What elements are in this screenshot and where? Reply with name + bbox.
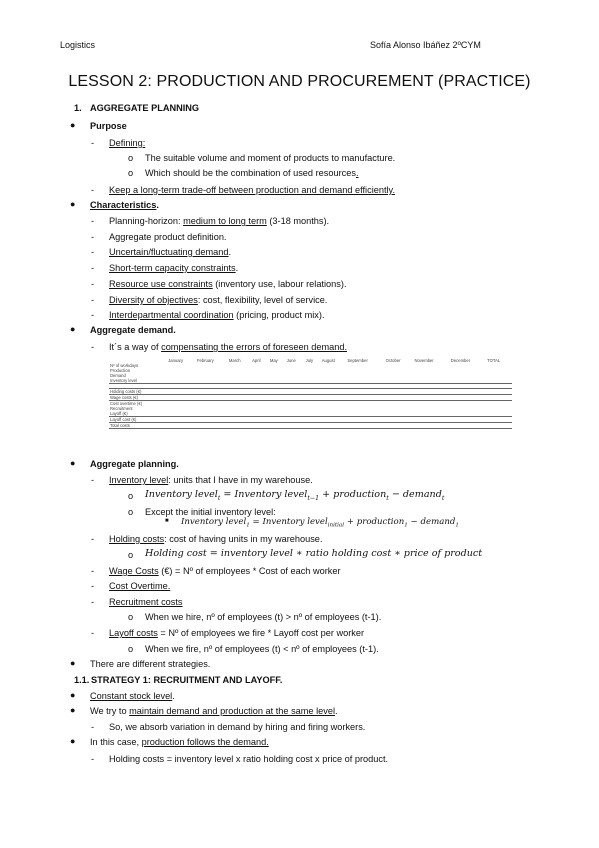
bullet-dot: ● bbox=[70, 458, 76, 468]
circle-marker: o bbox=[128, 153, 134, 163]
dash-marker: - bbox=[91, 279, 95, 289]
recruitment-sub: When we hire, nº of employees (t) > nº of employees (t-1). bbox=[145, 612, 382, 622]
dash-marker: - bbox=[91, 216, 95, 226]
strategy-bullet-3-sub: Holding costs = inventory level x ratio holding cost x price of product. bbox=[109, 754, 389, 764]
table-header-cell: TOTAL bbox=[487, 358, 501, 363]
char-item-5: Resource use constraints (inventory use, labour relations). bbox=[109, 279, 347, 289]
circle-marker: o bbox=[128, 168, 134, 178]
circle-marker: o bbox=[128, 612, 134, 622]
bullet-dot: ● bbox=[70, 736, 76, 746]
table-header-cell: July bbox=[305, 358, 314, 363]
characteristics-label: Characteristics. bbox=[90, 200, 159, 210]
dash-marker: - bbox=[91, 247, 95, 257]
row-label: Holding costs (€) bbox=[110, 389, 142, 394]
dash-marker: - bbox=[91, 295, 95, 305]
char-item-7: Interdepartmental coordination (pricing, product mix). bbox=[109, 310, 325, 320]
row-label: Wage costs (€) bbox=[109, 395, 167, 401]
dash-marker: - bbox=[91, 597, 95, 607]
circle-marker: o bbox=[128, 491, 134, 501]
circle-marker: o bbox=[128, 550, 134, 560]
purpose-sub-1: The suitable volume and moment of products to manufacture. bbox=[145, 153, 396, 163]
strategy-bullet-2-sub: So, we absorb variation in demand by hiring and firing workers. bbox=[109, 722, 366, 732]
table-header-cell: February bbox=[196, 358, 214, 363]
dash-marker: - bbox=[91, 185, 95, 195]
dash-marker: - bbox=[91, 581, 95, 591]
strategy-bullet-3: In this case, production follows the demand. bbox=[90, 737, 269, 747]
row-label: Demand bbox=[110, 373, 126, 378]
dash-marker: - bbox=[91, 342, 95, 352]
row-label: Production bbox=[110, 368, 131, 373]
row-label: Layoff (€) bbox=[110, 411, 128, 416]
square-marker: ■ bbox=[165, 518, 169, 524]
row-label: Nº of workdays bbox=[110, 363, 139, 368]
inventory-level-item: Inventory level: units that I have in my warehouse. bbox=[109, 475, 313, 485]
strategies-text: There are different strategies. bbox=[90, 659, 211, 669]
wage-costs-item: Wage Costs (€) = Nº of employees * Cost of each worker bbox=[109, 566, 341, 576]
dash-marker: - bbox=[91, 534, 95, 544]
agg-demand-item: It´s a way of compensating the errors of foreseen demand. bbox=[109, 342, 347, 352]
cost-overtime-item: Cost Overtime. bbox=[109, 581, 171, 591]
dash-marker: - bbox=[91, 138, 95, 148]
except-initial: Except the initial inventory level: bbox=[145, 507, 276, 517]
bullet-dot: ● bbox=[70, 658, 76, 668]
bullet-dot: ● bbox=[70, 324, 76, 334]
table-header-cell: May bbox=[269, 358, 278, 363]
subsection-number: 1.1. bbox=[74, 675, 90, 685]
dash-marker: - bbox=[91, 475, 95, 485]
layoff-costs-item: Layoff costs = Nº of employees we fire * Layoff cost per worker bbox=[109, 628, 365, 638]
header-right: Sofía Alonso Ibáñez 2ºCYM bbox=[370, 40, 481, 50]
dash-marker: - bbox=[91, 566, 95, 576]
bullet-dot: ● bbox=[70, 705, 76, 715]
table-header-cell: June bbox=[286, 358, 296, 363]
row-label: Cost overtime (€) bbox=[109, 401, 167, 407]
dash-marker: - bbox=[91, 263, 95, 273]
section-number: 1. bbox=[74, 103, 82, 113]
table-header-cell: October bbox=[385, 358, 401, 363]
strategy-bullet-1: Constant stock level. bbox=[90, 691, 175, 701]
header-left: Logistics bbox=[60, 40, 96, 50]
bullet-dot: ● bbox=[70, 690, 76, 700]
table-header-cell: December bbox=[450, 358, 471, 363]
char-item-2: Aggregate product definition. bbox=[109, 232, 227, 242]
strategy-bullet-2: We try to maintain demand and production at the same level. bbox=[90, 706, 338, 716]
initial-inventory-formula: Inventory level$_1$ = Inventory level$_{initial}$ + production$_1$ − demand$_1$ bbox=[181, 517, 459, 529]
dash-marker: - bbox=[91, 754, 95, 764]
agg-planning-label: Aggregate planning. bbox=[90, 459, 179, 469]
table-header-cell: April bbox=[252, 358, 261, 363]
row-label: Inventory level bbox=[110, 378, 137, 383]
bullet-dot: ● bbox=[70, 120, 76, 130]
layoff-sub: When we fire, nº of employees (t) < nº of employees (t-1). bbox=[145, 644, 379, 654]
dash-marker: - bbox=[91, 628, 95, 638]
table-header-cell: September bbox=[347, 358, 368, 363]
holding-cost-formula: Holding cost = inventory level ∗ ratio holding cost ∗ price of product bbox=[145, 548, 483, 559]
table-header-cell: January bbox=[168, 358, 184, 363]
table-header-cell: August bbox=[321, 358, 335, 363]
dash-marker: - bbox=[91, 310, 95, 320]
defining-label: Defining: bbox=[109, 138, 146, 148]
table-row bbox=[109, 423, 512, 429]
dash-marker: - bbox=[91, 232, 95, 242]
circle-marker: o bbox=[128, 644, 134, 654]
dash-marker: - bbox=[91, 722, 95, 732]
aggregate-planning-table bbox=[109, 358, 512, 429]
purpose-keep: Keep a long-term trade-off between production and demand efficiently. bbox=[109, 185, 396, 195]
agg-demand-label: Aggregate demand. bbox=[90, 325, 176, 335]
purpose-label: Purpose bbox=[90, 121, 127, 131]
row-label: Recruitment bbox=[110, 406, 133, 411]
char-item-4: Short-term capacity constraints. bbox=[109, 263, 239, 273]
section-title: AGGREGATE PLANNING bbox=[90, 103, 200, 113]
holding-costs-item: Holding costs: cost of having units in my warehouse. bbox=[109, 534, 323, 544]
recruitment-costs-item: Recruitment costs bbox=[109, 597, 183, 607]
char-item-6: Diversity of objectives: cost, flexibility, level of service. bbox=[109, 295, 328, 305]
circle-marker: o bbox=[128, 507, 134, 517]
table-header-cell: November bbox=[414, 358, 434, 363]
table-header-cell: March bbox=[228, 358, 241, 363]
inventory-formula: Inventory level$_t$ = Inventory level$_{t-1}$ + production$_t$ − demand$_t$ bbox=[145, 489, 445, 502]
purpose-sub-2: Which should be the combination of used resources. bbox=[145, 168, 359, 178]
subsection-title: STRATEGY 1: RECRUITMENT AND LAYOFF. bbox=[91, 675, 283, 685]
row-label: Layoff cost (€) bbox=[109, 417, 167, 423]
char-item-1: Planning-horizon: medium to long term (3-18 months). bbox=[109, 216, 330, 226]
char-item-3: Uncertain/fluctuating demand. bbox=[109, 247, 232, 257]
page-title: LESSON 2: PRODUCTION AND PROCUREMENT (PRACTICE) bbox=[68, 73, 531, 90]
bullet-dot: ● bbox=[70, 199, 76, 209]
row-label: Total costs bbox=[109, 423, 167, 429]
